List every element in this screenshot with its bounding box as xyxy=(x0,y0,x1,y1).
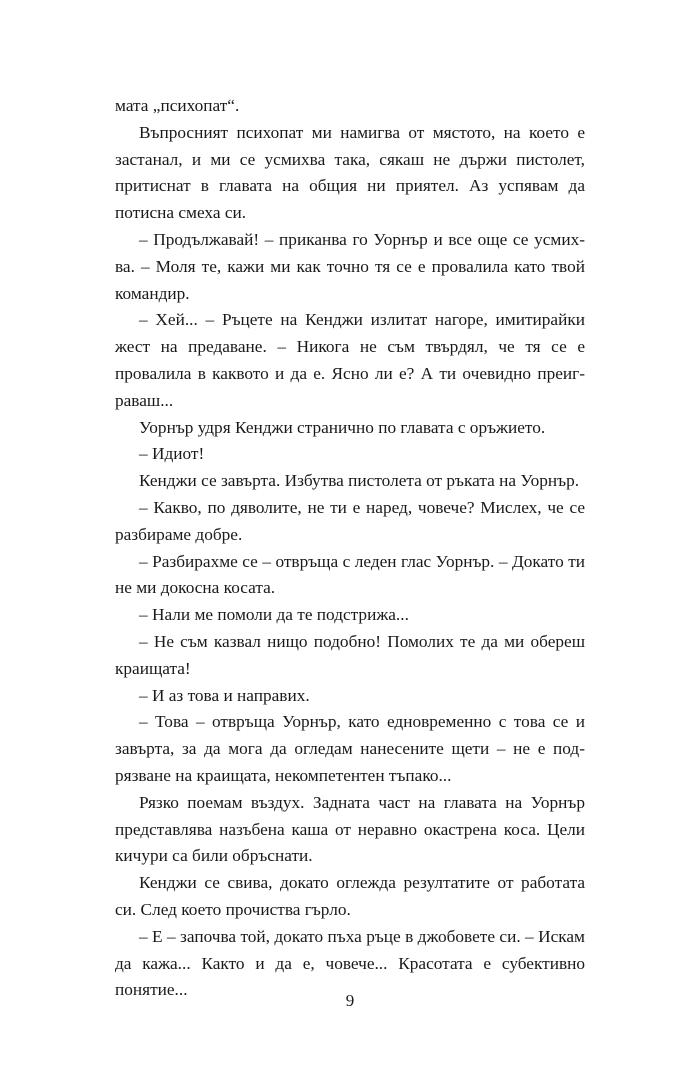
paragraph-15: Кенджи се свива, докато оглежда резултатите от работата си. След което прочиства гърло. xyxy=(115,873,585,919)
paragraph-10: – Нали ме помоли да те подстрижа... xyxy=(139,605,409,625)
paragraph-4: – Хей... – Ръцете на Кенджи излитат нагоре, имитирайки жест на предаване. – Никога не съм твърдял, че тя се е провалила в каквото и да е. Ясно ли е? А ти очевидно преиграваш... xyxy=(115,310,585,410)
paragraph-7: Кенджи се завърта. Избутва пистолета от ръката на Уорнър. xyxy=(139,471,580,491)
paragraph-5: Уорнър удря Кенджи странично по главата с оръжието. xyxy=(139,417,546,437)
paragraph-14: Рязко поемам въздух. Задната част на главата на Уорнър представлява назъбена каша от неравно окастрена коса. Цели кичури са били обръснати. xyxy=(115,792,585,866)
page-number: 9 xyxy=(345,991,355,1010)
paragraph-9: – Разбирахме се – отвръща с леден глас Уорнър. – Докато ти не ми докосна косата. xyxy=(115,551,585,598)
paragraph-12: – И аз това и направих. xyxy=(139,685,310,705)
paragraph-2: Въпросният психопат ми намигва от мястото, на което е застанал, и ми се усмихва така, сякаш не държи пистолет, притиснат в главата на общия ни приятел. Аз успявам да потисна смеха си. xyxy=(115,122,585,223)
paragraph-1: мата „психопат“. xyxy=(115,96,240,115)
paragraph-16: – Е – започва той, докато пъха ръце в джобовете си. – Искам да кажа... Както и да е, човече... Красотата е субективно понятие... xyxy=(115,926,585,1000)
page-body-text xyxy=(115,93,585,1004)
paragraph-11: – Не съм казвал нищо подобно! Помолих те да ми обереш краищата! xyxy=(115,631,585,678)
paragraph-6: – Идиот! xyxy=(139,444,205,464)
paragraph-8: – Какво, по дяволите, не ти е наред, човече? Мислех, че се разбираме добре. xyxy=(115,497,585,544)
paragraph-3: – Продължавай! – приканва го Уорнър и все още се усмихва. – Моля те, кажи ми как точно тя се е провалила като твой командир. xyxy=(115,229,585,303)
paragraph-13: – Това – отвръща Уорнър, като едновременно с това се и завърта, за да мога да огледам нанесените щети – не е подрязване на краищата, некомпетентен тъпако... xyxy=(115,712,585,785)
